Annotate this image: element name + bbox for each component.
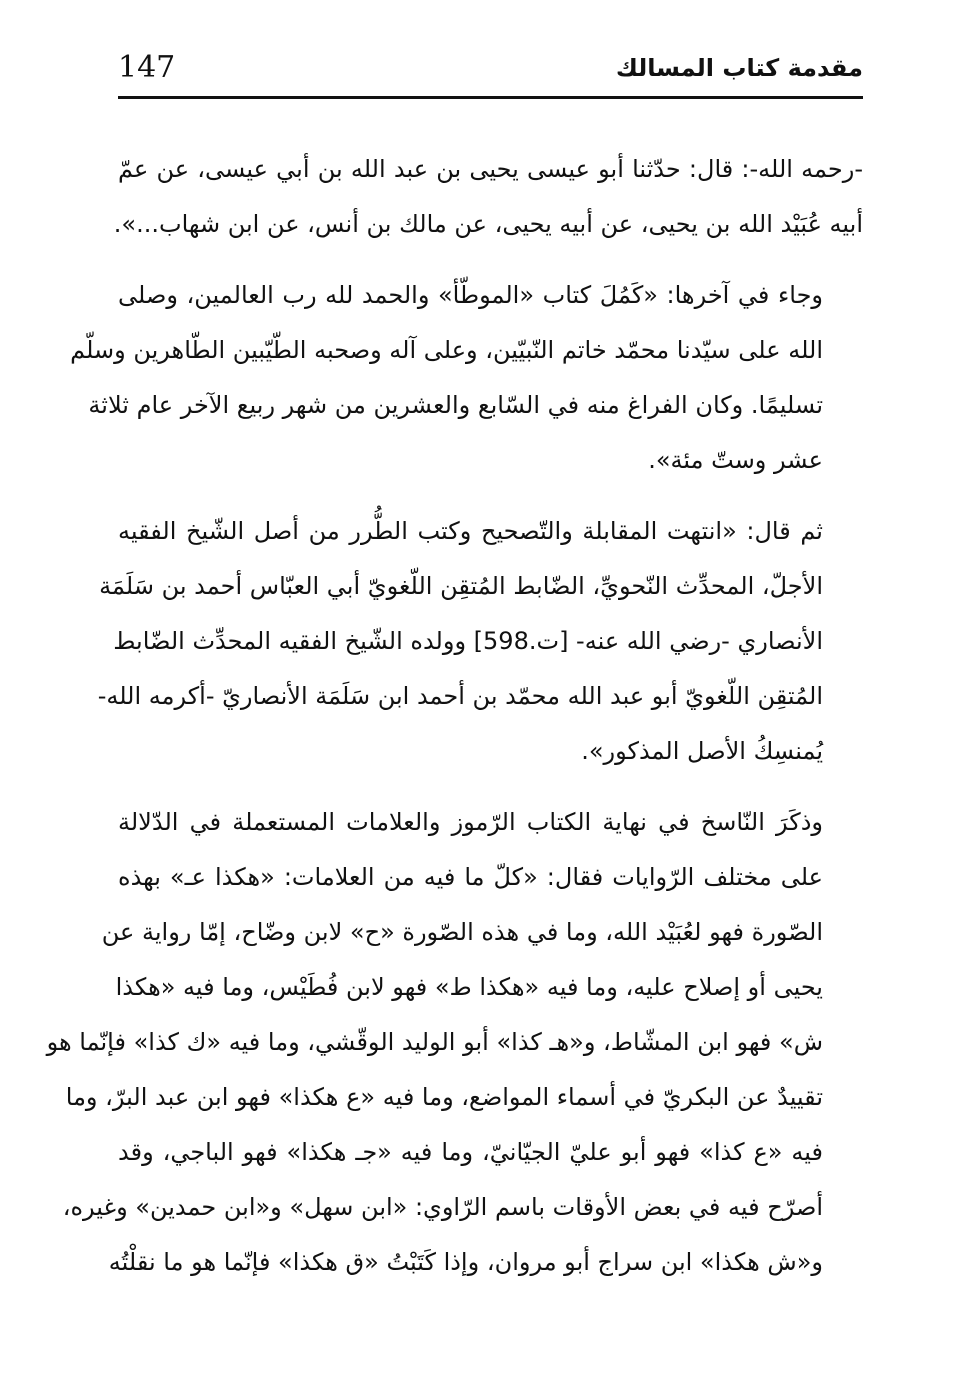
body-text <box>46 142 863 1306</box>
text-line: تقييدٌ عن البكريّ في أسماء المواضع، وما فيه «ع هكذا» فهو ابن عبد البرّ، وما <box>65 1083 823 1111</box>
page-header <box>118 44 863 99</box>
text-line: ش» فهو ابن المشّاط، و«هـ كذا» أبو الوليد الوقّشي، وما فيه «ك كذا» فإنّما هو <box>46 1028 823 1056</box>
paragraph <box>46 795 863 1290</box>
text-line: أصرّح فيه في بعض الأوقات باسم الرّاوي: «ابن سهل» و«ابن حمدين» وغيره، <box>62 1193 823 1221</box>
text-line: وجاء في آخرها: «كَمُلَ كتاب «الموطّأ» والحمد لله رب العالمين، وصلى <box>118 281 823 309</box>
text-line: أبيه عُبَيْد الله بن يحيى، عن أبيه يحيى، عن مالك بن أنس، عن ابن شهاب...». <box>113 210 863 238</box>
text-line: يحيى أو إصلاح عليه، وما فيه «هكذا ط» فهو لابن فُطَيْس، وما فيه «هكذا <box>115 973 823 1001</box>
paragraph <box>70 268 863 488</box>
running-title: مقدمة كتاب المسالك <box>615 54 863 82</box>
text-line: الأجلّ، المحدِّث النّحويِّ، الضّابط المُتقِن اللّغويّ أبي العبّاس أحمد بن سَلَمَة <box>99 572 823 600</box>
text-line: عشر وستّ مئة». <box>648 446 823 474</box>
text-line: على مختلف الرّوايات فقال: «كلّ ما فيه من العلامات: «هكذا عـ» بهذه <box>118 863 823 891</box>
text-line: الأنصاري -رضي الله عنه- [ت.598] وولده الشّيخ الفقيه المحدِّث الضّابط <box>113 627 823 655</box>
text-line: يُمنسِكُ الأصل المذكور». <box>581 737 823 765</box>
text-line: ثم قال: «انتهت المقابلة والتّصحيح وكتب الطُّرر من أصل الشّيخ الفقيه <box>118 517 823 545</box>
text-line: الله على سيّدنا محمّد خاتم النّبيّين، وعلى آله وصحبه الطّيّبين الطّاهرين وسلّم <box>70 336 823 364</box>
page-number: 147 <box>118 50 176 85</box>
text-line: فيه «ع كذا» فهو أبو عليّ الجيّانيّ، وما فيه «جـ هكذا» فهو الباجي، وقد <box>118 1138 823 1166</box>
text-line: -رحمه الله-: قال: حدّثنا أبو عيسى يحيى بن عبد الله بن أبي عيسى، عن عمّ <box>118 155 863 183</box>
text-line: تسليمًا. وكان الفراغ منه في السّابع والعشرين من شهر ربيع الآخر عام ثلاثة <box>88 391 823 419</box>
text-line: المُتقِن اللّغويّ أبو عبد الله محمّد بن أحمد ابن سَلَمَة الأنصاريّ -أكرمه الله- <box>97 682 823 710</box>
paragraph <box>113 142 863 252</box>
text-line: وذكَرَ النّاسخ في نهاية الكتاب الرّموز والعلامات المستعملة في الدّلالة <box>118 808 823 836</box>
paragraph <box>97 504 863 779</box>
text-line: الصّورة فهو لعُبَيْد الله، وما في هذه الصّورة «ح» لابن وضّاح، إمّا رواية عن <box>101 918 823 946</box>
text-line: و«ش هكذا» ابن سراج أبو مروان، وإذا كَتَبْتُ «ق هكذا» فإنّما هو ما نقلْتُه <box>108 1248 823 1276</box>
